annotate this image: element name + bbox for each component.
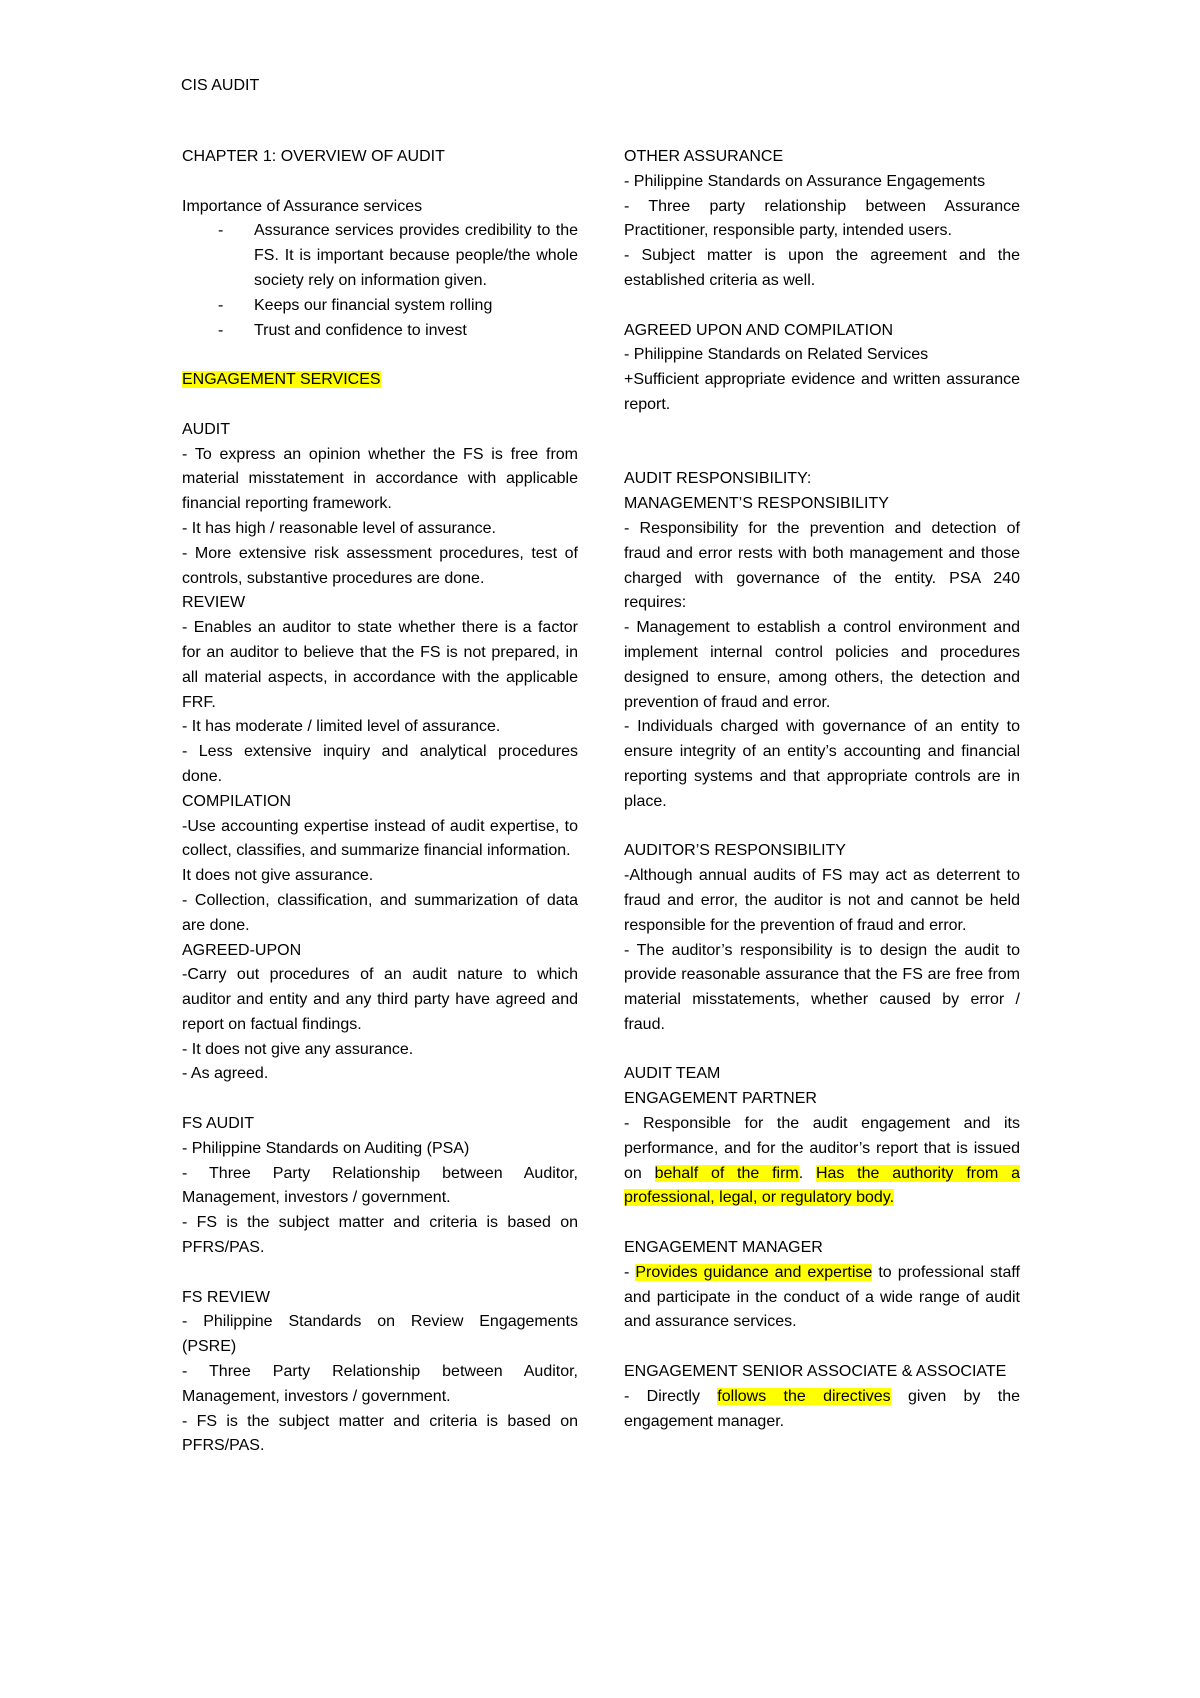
paragraph: - Three party relationship between Assurance Practitioner, responsible party, intended users. — [624, 197, 1020, 240]
importance-heading: Importance of Assurance services — [182, 197, 423, 215]
importance-list — [182, 219, 578, 343]
management-responsibility-heading: MANAGEMENT’S RESPONSIBILITY — [624, 495, 889, 513]
paragraph: - Management to establish a control environment and implement internal control policies and procedures designed to ensure, among others, the detection and prevention of fraud and error. — [624, 619, 1020, 711]
highlight: Provides guidance and expertise — [635, 1263, 873, 1281]
review-heading: REVIEW — [182, 594, 246, 612]
chapter-heading: CHAPTER 1: OVERVIEW OF AUDIT — [182, 148, 445, 165]
other-assurance-heading: OTHER ASSURANCE — [624, 148, 784, 165]
paragraph: - It does not give any assurance. — [182, 1040, 414, 1058]
paragraph: - Enables an auditor to state whether there is a factor for an auditor to believe that the FS is not prepared, in all material aspects, in accordance with the applicable FRF. — [182, 619, 578, 711]
audit-heading: AUDIT — [182, 420, 230, 438]
paragraph: -Carry out procedures of an audit nature to which auditor and entity and any third party have agreed and report on factual findings. — [182, 966, 578, 1033]
highlight: Has the authority from a professional, legal, or regulatory body. — [624, 1164, 1021, 1207]
agreed-upon-compilation-heading: AGREED UPON AND COMPILATION — [624, 321, 894, 339]
highlight: behalf of the firm — [654, 1164, 799, 1182]
compilation-heading: COMPILATION — [182, 792, 292, 810]
paragraph: - As agreed. — [182, 1065, 269, 1083]
paragraph: - Responsible for the audit engagement and its performance, and for the auditor’s report that is issued on behalf of the firm. Has the authority from a professional, legal, or regulatory body. — [624, 1115, 1021, 1207]
left-column — [182, 145, 578, 1459]
engagement-services-heading: ENGAGEMENT SERVICES — [182, 371, 381, 389]
paragraph: - Three Party Relationship between Auditor, Management, investors / government. — [182, 1164, 578, 1207]
paragraph: - Directly follows the directives given by the engagement manager. — [624, 1387, 1020, 1430]
audit-responsibility-heading: AUDIT RESPONSIBILITY: — [624, 470, 812, 488]
paragraph: - It has moderate / limited level of assurance. — [182, 718, 501, 736]
engagement-senior-heading: ENGAGEMENT SENIOR ASSOCIATE & ASSOCIATE — [624, 1363, 1007, 1381]
fs-review-heading: FS REVIEW — [182, 1288, 271, 1306]
highlight: follows the directives — [717, 1387, 891, 1405]
paragraph: It does not give assurance. — [182, 867, 374, 885]
auditor-responsibility-heading: AUDITOR’S RESPONSIBILITY — [624, 842, 846, 860]
audit-team-heading: AUDIT TEAM — [624, 1065, 721, 1083]
agreed-upon-heading: AGREED-UPON — [182, 941, 302, 959]
paragraph: - Philippine Standards on Review Engagements (PSRE) — [182, 1313, 578, 1356]
paragraph: - Three Party Relationship between Auditor, Management, investors / government. — [182, 1363, 578, 1405]
paragraph: - Philippine Standards on Auditing (PSA) — [182, 1139, 470, 1157]
document-title: CIS AUDIT — [181, 77, 260, 94]
paragraph: - Less extensive inquiry and analytical procedures done. — [182, 743, 578, 785]
paragraph: - Provides guidance and expertise to professional staff and participate in the conduct of a wide range of audit and assurance services. — [624, 1263, 1020, 1331]
paragraph: - Philippine Standards on Related Services — [624, 346, 929, 364]
paragraph: - The auditor’s responsibility is to design the audit to provide reasonable assurance that the FS are free from material misstatements, whether caused by error / fraud. — [624, 941, 1020, 1033]
paragraph: +Sufficient appropriate evidence and written assurance report. — [624, 371, 1020, 413]
engagement-partner-heading: ENGAGEMENT PARTNER — [624, 1090, 817, 1108]
paragraph: - FS is the subject matter and criteria is based on PFRS/PAS. — [182, 1412, 578, 1455]
paragraph: - It has high / reasonable level of assurance. — [182, 519, 496, 537]
paragraph: - To express an opinion whether the FS is free from material misstatement in accordance with applicable financial reporting framework. — [182, 445, 578, 513]
paragraph: - Collection, classification, and summarization of data are done. — [182, 891, 578, 934]
paragraph: -Use accounting expertise instead of audit expertise, to collect, classifies, and summarize financial information. — [182, 817, 578, 860]
paragraph: - More extensive risk assessment procedures, test of controls, substantive procedures are done. — [182, 544, 578, 587]
right-column — [624, 145, 1020, 1434]
engagement-manager-heading: ENGAGEMENT MANAGER — [624, 1239, 823, 1257]
paragraph: -Although annual audits of FS may act as deterrent to fraud and error, the auditor is not and cannot be held responsible for the prevention of fraud and error. — [624, 867, 1020, 934]
paragraph: - Subject matter is upon the agreement and the established criteria as well. — [624, 247, 1020, 289]
list-item: - Keeps our financial system rolling — [182, 294, 578, 319]
fs-audit-heading: FS AUDIT — [182, 1115, 255, 1133]
list-item: - Assurance services provides credibility to the FS. It is important because people/the whole society rely on information given. — [182, 219, 578, 293]
list-item: - Trust and confidence to invest — [182, 319, 578, 344]
paragraph: - Responsibility for the prevention and detection of fraud and error rests with both management and those charged with governance of the entity. PSA 240 requires: — [624, 519, 1020, 612]
paragraph: - Individuals charged with governance of an entity to ensure integrity of an entity’s accounting and financial reporting systems and that appropriate controls are in place. — [624, 718, 1020, 810]
paragraph: - FS is the subject matter and criteria is based on PFRS/PAS. — [182, 1214, 578, 1257]
paragraph: - Philippine Standards on Assurance Engagements — [624, 172, 986, 190]
